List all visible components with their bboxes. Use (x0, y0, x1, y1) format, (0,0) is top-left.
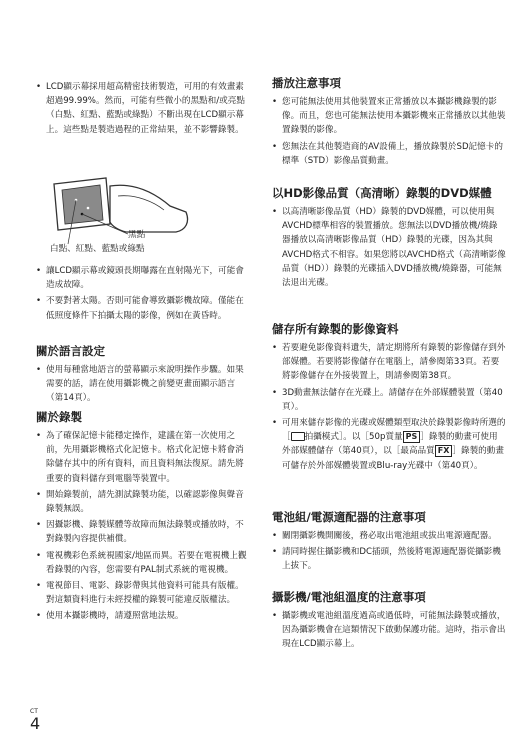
recording-heading: 關於錄製 (36, 410, 82, 424)
save-heading: 儲存所有錄製的影像資料 (272, 322, 399, 336)
colored-dots-label: 白點、紅點、藍點或綠點 (50, 244, 145, 254)
save-text-b: 拍攝模式］。以［50p質量 (304, 432, 403, 443)
battery-heading: 電池組/電源適配器的注意事項 (272, 510, 426, 524)
list-item: • 不要對著太陽。否則可能會導致攝影機故障。僅能在低照度條件下拍攝太陽的影像，例如在黃昏時。 (36, 294, 250, 322)
list-item: • 3D動畫無法儲存在光碟上。請儲存在外部媒體裝置（第40頁）。 (272, 386, 506, 414)
list-item: • 您可能無法使用其他裝置來正常播放以本攝影機錄製的影像。而且，您也可能無法使用本攝影機來正常播放以其他裝置錄製的影像。 (272, 95, 506, 138)
battery-section (272, 510, 506, 576)
list-item: • 開始錄製前，請先測試錄製功能，以確認影像與聲音錄製無誤。 (36, 488, 250, 516)
language-code: CT (30, 708, 38, 715)
list-item: • LCD顯示幕採用超高精密技術製造，可用的有效畫素超過99.99%。然而，可能有些微小的黑點和/或亮點（白點、紅點、藍點或綠點）不斷出現在LCD顯示幕上。這些點是製造過程的正常結果，並不影響錄製。 (36, 80, 250, 137)
save-text-a: 可用來儲存影像的光碟或媒體類型取決於錄製影像時所選的［ (282, 418, 506, 443)
save-text-c: ］錄製的動畫可使用外部媒體儲存（第40頁），以［最高品質 (282, 432, 498, 457)
recording-section (36, 410, 250, 626)
intro-section (36, 80, 250, 139)
list-item: • 電視機彩色系統視國家/地區而異。若要在電視機上觀看錄製的內容，您需要有PAL制式系統的電視機。 (36, 549, 250, 577)
list-item: • 為了確保記憶卡能穩定操作，建議在第一次使用之前，先用攝影機格式化記憶卡。格式化記憶卡將會消除儲存其中的所有資料，而且資料無法復原。請先將重要的資料儲存到電腦等裝置中。 (36, 429, 250, 486)
black-dot-label: 黑點 (128, 230, 146, 240)
temperature-section (272, 590, 506, 654)
list-item (272, 416, 506, 473)
page-number: 4 (30, 714, 41, 733)
lcd-dots-figure (36, 176, 250, 266)
list-item: • 因攝影機、錄製媒體等故障而無法錄製或播放時，不對錄製內容提供補償。 (36, 518, 250, 546)
hd-dvd-heading: 以HD影像品質（高清晰）錄製的DVD媒體 (272, 186, 492, 200)
temperature-heading: 攝影機/電池組溫度的注意事項 (272, 590, 426, 604)
save-section (272, 322, 506, 475)
hd-dvd-section (272, 186, 506, 292)
list-item: • 若要避免影像資料遺失，請定期將所有錄製的影像儲存到外部媒體。若要將影像儲存在電腦上，請參閱第33頁。若要將影像儲存在外接裝置上，則請參閱第38頁。 (272, 341, 506, 384)
list-item: • 使用本攝影機時，請遵照當地法規。 (36, 609, 250, 623)
list-item: • 電視節目、電影、錄影帶與其他資料可能具有版權。對這類資料進行未經授權的錄製可能違反版權法。 (36, 579, 250, 607)
list-item: • 請同時握住攝影機和DC插頭，然後將電源適配器從攝影機上拔下。 (272, 545, 506, 573)
camera-mode-icon (291, 432, 305, 441)
language-section (36, 344, 250, 408)
playback-section (272, 76, 506, 170)
list-item: • 攝影機或電池組溫度過高或過低時，可能無法錄製或播放，因為攝影機會在這類情況下啟動保護功能。這時，指示會出現在LCD顯示幕上。 (272, 609, 506, 652)
playback-heading: 播放注意事項 (272, 76, 341, 90)
list-item: • 您無法在其他製造商的AV設備上，播放錄製於SD記憶卡的標準（STD）影像品質動畫。 (272, 140, 506, 168)
ps-badge: PS (403, 431, 421, 443)
sunlight-section (36, 264, 250, 325)
list-item: • 使用每種當地語言的螢幕顯示來說明操作步驟。如果需要的話，請在使用攝影機之前變更畫面顯示語言（第14頁）。 (36, 363, 250, 406)
list-item: • 以高清晰影像品質（HD）錄製的DVD媒體，可以使用與AVCHD標準相容的裝置播放。您無法以DVD播放機/燒錄器播放以高清晰影像品質（HD）錄製的光碟，因為其與AVCHD格式不相容。如果您將以AVCHD格式（高清晰影像品質（HD））錄製的光碟插入DVD播放機/燒錄器，可能無法退出光碟。 (272, 205, 506, 290)
list-item: • 讓LCD顯示幕或鏡頭長期曝露在直射陽光下，可能會造成故障。 (36, 264, 250, 292)
fx-badge: FX (435, 445, 453, 457)
language-heading: 關於語言設定 (36, 344, 105, 358)
list-item: • 關閉攝影機開關後，務必取出電池組或拔出電源適配器。 (272, 529, 506, 543)
save-text-d: ］錄製的動畫可儲存於外部媒體裝置或Blu-ray光碟中（第40頁）。 (282, 446, 504, 471)
